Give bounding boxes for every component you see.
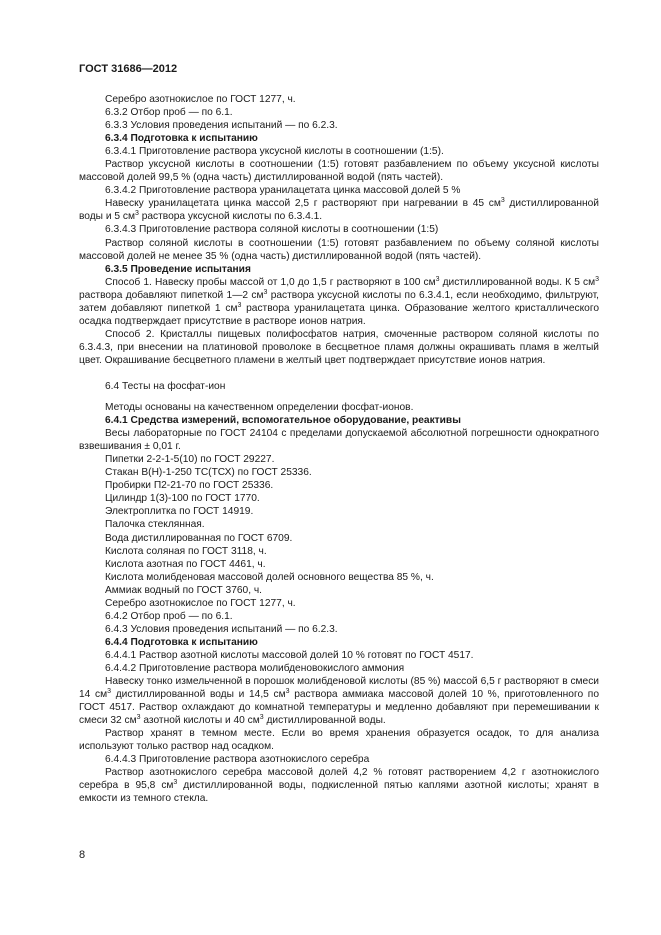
paragraph: Пипетки 2-2-1-5(10) по ГОСТ 29227.: [105, 454, 275, 466]
paragraph: Способ 2. Кристаллы пищевых полифосфатов натрия, смоченные раствором соляной кислоты по 6.3.4.3, при внесении на платиновой проволоке в бесцветное пламя должны окрашивать пламя в желтый цвет. Окрашивание бесцветного пламени в желтый цвет подтверждает присутствие ионов натрия.: [79, 328, 599, 366]
paragraph: Вода дистиллированная по ГОСТ 6709.: [105, 532, 293, 544]
paragraph: Раствор азотнокислого серебра массовой долей 4,2 % готовят растворением 4,2 г азотнокислого серебра в 95,8 $см^3$ дистиллированной воды, подкисленной пятью каплями азотной кислоты; хранят в емкости из темного стекла.: [79, 767, 599, 805]
paragraph: Пробирки П2-21-70 по ГОСТ 25336.: [105, 480, 274, 492]
paragraph: Навеску тонко измельченной в порошок молибденовой кислоты (85 %) массой 6,5 г растворяют в смеси 14 $см^3$ дистиллированной воды и 14,5 $см^3$ раствора аммиака массовой долей 10 %, приготовленного по ГОСТ 4517. Раствор охлаждают до комнатной температуры и медленно добавляют при перемешивании к смеси 32 $см^3$ азотной кислоты и 40 $см^3$ дистиллированной воды.: [79, 676, 599, 727]
paragraph: 6.4.4.1 Раствор азотной кислоты массовой долей 10 % готовят по ГОСТ 4517.: [105, 649, 474, 661]
paragraph: 6.3.4.1 Приготовление раствора уксусной кислоты в соотношении (1:5).: [105, 146, 444, 158]
paragraph: Навеску уранилацетата цинка массой 2,5 г растворяют при нагревании в 45 $см^3$ дистиллированной воды и 5 $см^3$ раствора уксусной кислоты по 6.3.4.1.: [79, 197, 599, 223]
paragraph: 6.4 Тесты на фосфат-ион: [105, 380, 226, 392]
superscript: 3: [173, 779, 178, 787]
paragraph: 6.3.4.2 Приготовление раствора уранилацетата цинка массовой долей 5 %: [105, 185, 461, 197]
paragraph: 6.3.4.3 Приготовление раствора соляной кислоты в соотношении (1:5): [105, 224, 439, 236]
paragraph: 6.3.3 Условия проведения испытаний — по 6.2.3.: [105, 120, 338, 132]
paragraph: Кислота соляная по ГОСТ 3118, ч.: [105, 545, 267, 557]
superscript: 3: [134, 210, 139, 218]
paragraph: Раствор соляной кислоты в соотношении (1:5) готовят разбавлением по объему соляной кислоты массовой долей не менее 35 % (одна часть) дистиллированной водой (пять частей).: [79, 237, 599, 262]
paragraph: Серебро азотнокислое по ГОСТ 1277, ч.: [105, 597, 296, 609]
section-heading: 6.4.1 Средства измерений, вспомогательное оборудование, реактивы: [105, 415, 461, 427]
paragraph: Кислота молибденовая массовой долей основного вещества 85 %, ч.: [105, 571, 434, 583]
paragraph: 6.4.4.3 Приготовление раствора азотнокислого серебра: [105, 754, 370, 766]
paragraph: 6.3.2 Отбор проб — по 6.1.: [105, 107, 233, 119]
paragraph: Аммиак водный по ГОСТ 3760, ч.: [105, 584, 263, 596]
paragraph: Методы основаны на качественном определении фосфат-ионов.: [105, 402, 414, 414]
paragraph: Палочка стеклянная.: [105, 519, 205, 531]
standard-header: ГОСТ 31686—2012: [79, 63, 178, 75]
paragraph: 6.4.3 Условия проведения испытаний — по 6.2.3.: [105, 623, 338, 635]
superscript: 3: [263, 288, 268, 296]
section-heading: 6.3.4 Подготовка к испытанию: [105, 133, 258, 145]
paragraph: Весы лабораторные по ГОСТ 24104 с пределами допускаемой абсолютной погрешности однократного взвешивания ± 0,01 г.: [79, 428, 599, 453]
superscript: 3: [500, 197, 505, 205]
paragraph: Электроплитка по ГОСТ 14919.: [105, 506, 254, 518]
paragraph: 6.4.4.2 Приготовление раствора молибденовокислого аммония: [105, 662, 405, 674]
paragraph: Раствор хранят в темном месте. Если во время хранения образуется осадок, то для анализа используют только раствор над осадком.: [79, 728, 599, 753]
superscript: 3: [285, 688, 290, 696]
superscript: 3: [136, 714, 141, 722]
paragraph: 6.4.2 Отбор проб — по 6.1.: [105, 610, 233, 622]
document-body: [79, 93, 599, 805]
superscript: 3: [107, 688, 112, 696]
paragraph: Цилиндр 1(3)-100 по ГОСТ 1770.: [105, 493, 260, 505]
paragraph: Серебро азотнокислое по ГОСТ 1277, ч.: [105, 94, 296, 105]
superscript: 3: [259, 714, 264, 722]
paragraph: Раствор уксусной кислоты в соотношении (1:5) готовят разбавлением по объему уксусной кислоты массовой долей 99,5 % (одна часть) дистиллированной водой (пять частей).: [79, 159, 599, 184]
page-number: 8: [79, 849, 86, 861]
section-heading: 6.3.5 Проведение испытания: [105, 263, 251, 275]
superscript: 3: [435, 275, 440, 283]
superscript: 3: [595, 275, 599, 283]
paragraph: Кислота азотная по ГОСТ 4461, ч.: [105, 558, 266, 570]
paragraph: Стакан В(Н)-1-250 ТС(ТСХ) по ГОСТ 25336.: [105, 467, 312, 479]
section-heading: 6.4.4 Подготовка к испытанию: [105, 636, 258, 648]
paragraph: Способ 1. Навеску пробы массой от 1,0 до 1,5 г растворяют в 100 $см^3$ дистиллированной воды. К 5 $см^3$ раствора добавляют пипеткой 1—2 $см^3$ раствора уксусной кислоты по 6.3.4.1, если необходимо, фильтруют, затем добавляют пипеткой 1 $см^3$ раствора уранилацетата цинка. Образование желтого кристаллического осадка подтверждает присутствие в растворе ионов натрия.: [79, 275, 599, 327]
superscript: 3: [237, 301, 242, 309]
